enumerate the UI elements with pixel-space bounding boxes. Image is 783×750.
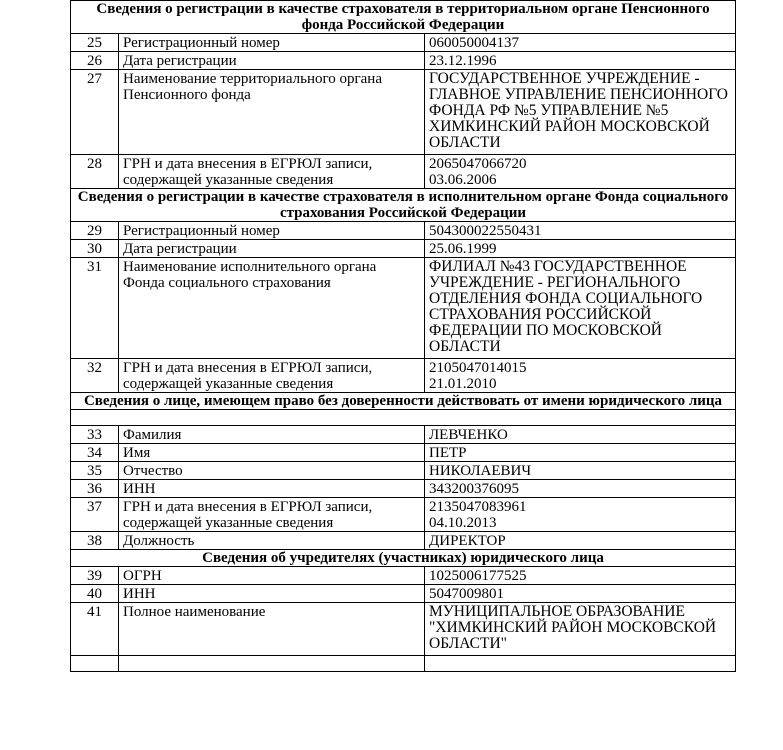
row-value: 2135047083961 04.10.2013 [425,498,736,532]
section-title: Сведения о лице, имеющем право без доверенности действовать от имени юридического лица [71,393,736,410]
row-value: ФИЛИАЛ №43 ГОСУДАРСТВЕННОЕ УЧРЕЖДЕНИЕ - РЕГИОНАЛЬНОГО ОТДЕЛЕНИЯ ФОНДА СОЦИАЛЬНОГО СТРАХОВАНИЯ РОССИЙСКОЙ ФЕДЕРАЦИИ ПО МОСКОВСКОЙ ОБЛАСТИ [425,258,736,359]
row-number [71,656,119,672]
section-header-pension-fund [71,1,736,34]
row-label: ИНН [119,480,425,498]
row-number: 40 [71,585,119,603]
section-title: Сведения об учредителях (участниках) юридического лица [71,550,736,567]
row-value: 5047009801 [425,585,736,603]
row-label: Отчество [119,462,425,480]
row-label: Наименование территориального органа Пенсионного фонда [119,70,425,155]
row-number: 32 [71,359,119,393]
table-row [71,222,736,240]
table-row [71,603,736,656]
row-number: 39 [71,567,119,585]
table-row [71,155,736,189]
row-value: ГОСУДАРСТВЕННОЕ УЧРЕЖДЕНИЕ - ГЛАВНОЕ УПРАВЛЕНИЕ ПЕНСИОННОГО ФОНДА РФ №5 УПРАВЛЕНИЕ №5 ХИМКИНСКИЙ РАЙОН МОСКОВСКОЙ ОБЛАСТИ [425,70,736,155]
row-label: Дата регистрации [119,240,425,258]
row-number: 30 [71,240,119,258]
row-label: Наименование исполнительного органа Фонда социального страхования [119,258,425,359]
row-value: 343200376095 [425,480,736,498]
egrul-table [70,0,736,672]
row-label: Полное наименование [119,603,425,656]
egrul-extract-page [70,0,735,672]
row-label: ГРН и дата внесения в ЕГРЮЛ записи, содержащей указанные сведения [119,498,425,532]
section-title: Сведения о регистрации в качестве страхователя в исполнительном органе Фонда социального страхования Российской Федерации [71,189,736,222]
row-number: 27 [71,70,119,155]
table-row [71,258,736,359]
row-value: 060050004137 [425,34,736,52]
table-row [71,480,736,498]
table-row [71,359,736,393]
row-label: ГРН и дата внесения в ЕГРЮЛ записи, содержащей указанные сведения [119,155,425,189]
table-row [71,498,736,532]
table-row [71,70,736,155]
row-value: ПЕТР [425,444,736,462]
row-label: ОГРН [119,567,425,585]
row-value: ЛЕВЧЕНКО [425,426,736,444]
row-number: 34 [71,444,119,462]
row-value: 504300022550431 [425,222,736,240]
table-row [71,34,736,52]
row-value: 2065047066720 03.06.2006 [425,155,736,189]
row-value: 2105047014015 21.01.2010 [425,359,736,393]
row-value: МУНИЦИПАЛЬНОЕ ОБРАЗОВАНИЕ "ХИМКИНСКИЙ РАЙОН МОСКОВСКОЙ ОБЛАСТИ" [425,603,736,656]
row-number: 29 [71,222,119,240]
row-number: 26 [71,52,119,70]
row-number: 36 [71,480,119,498]
table-row [71,52,736,70]
row-number: 28 [71,155,119,189]
row-value: 23.12.1996 [425,52,736,70]
blank-row [71,410,736,426]
row-number: 38 [71,532,119,550]
row-label [119,656,425,672]
row-label: Должность [119,532,425,550]
row-number: 41 [71,603,119,656]
row-label: ГРН и дата внесения в ЕГРЮЛ записи, содержащей указанные сведения [119,359,425,393]
row-label: Фамилия [119,426,425,444]
row-label: Регистрационный номер [119,222,425,240]
row-value: 1025006177525 [425,567,736,585]
table-row [71,444,736,462]
table-row [71,240,736,258]
section-header-social-insurance [71,189,736,222]
section-header-founders [71,550,736,567]
row-value: ДИРЕКТОР [425,532,736,550]
row-value: НИКОЛАЕВИЧ [425,462,736,480]
row-number: 33 [71,426,119,444]
row-number: 37 [71,498,119,532]
section-title: Сведения о регистрации в качестве страхователя в территориальном органе Пенсионного фонда Российской Федерации [71,1,736,34]
row-number: 31 [71,258,119,359]
table-row [71,567,736,585]
row-number: 35 [71,462,119,480]
section-header-director [71,393,736,410]
table-row [71,585,736,603]
table-row [71,462,736,480]
row-value [425,656,736,672]
table-row [71,656,736,672]
row-value: 25.06.1999 [425,240,736,258]
row-number: 25 [71,34,119,52]
row-label: Дата регистрации [119,52,425,70]
row-label: Имя [119,444,425,462]
table-row [71,426,736,444]
row-label: Регистрационный номер [119,34,425,52]
blank-cell [71,410,736,426]
table-row [71,532,736,550]
row-label: ИНН [119,585,425,603]
